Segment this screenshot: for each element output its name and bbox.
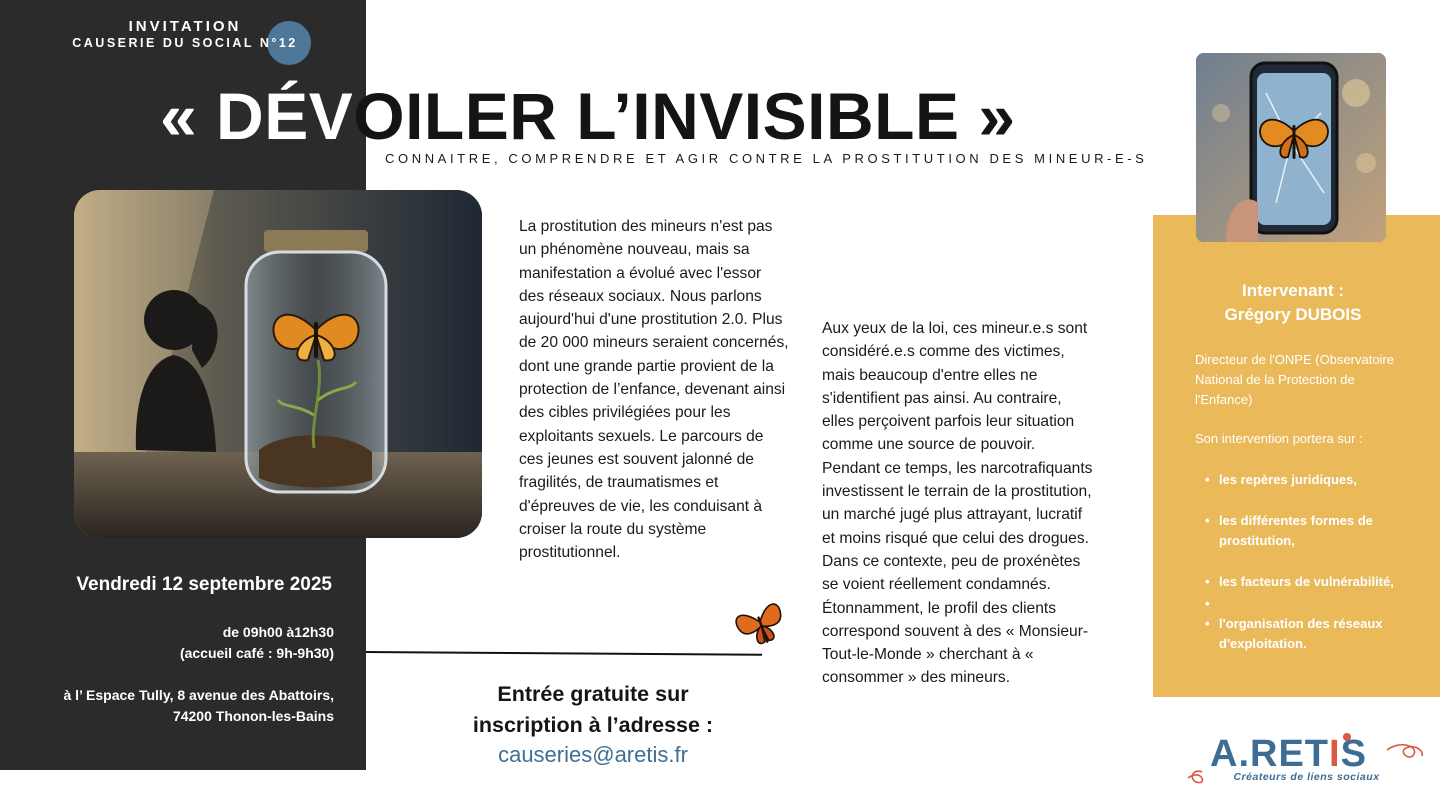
- event-date: Vendredi 12 septembre 2025: [76, 574, 332, 595]
- speaker-name: Grégory DUBOIS: [1224, 305, 1362, 324]
- registration-text: [440, 679, 746, 741]
- topic-item: [1195, 594, 1425, 614]
- invitation-header: [60, 18, 310, 50]
- logo-name-part3: S: [1340, 733, 1367, 775]
- butterfly-icon: [733, 596, 789, 654]
- main-title: [160, 78, 1030, 154]
- speaker-topics-list: [1195, 470, 1425, 654]
- jar-photo-illustration: [74, 190, 482, 538]
- event-welcome: (accueil café : 9h-9h30): [179, 645, 334, 661]
- event-time: de 09h00 à12h30: [222, 624, 334, 640]
- event-place-line2: 74200 Thonon-les-Bains: [172, 708, 334, 724]
- speaker-heading: [1153, 279, 1433, 327]
- topic-item: • les repères juridiques,: [1195, 470, 1425, 490]
- logo-name-part1: A.RET: [1210, 733, 1329, 775]
- phone-butterfly-photo: [1196, 53, 1386, 242]
- main-title-part2: OILER L’INVISIBLE »: [353, 79, 1016, 153]
- topic-item: • l'organisation des réseaux d'exploitation.: [1195, 614, 1425, 654]
- main-title-part1: « DÉV: [160, 79, 354, 153]
- phone-photo-illustration: [1196, 53, 1386, 242]
- paragraph-1: La prostitution des mineurs n'est pas un phénomène nouveau, mais sa manifestation a évolué avec l'essor des réseaux sociaux. Nous parlons aujourd'hui d'une prostitution 2.0. Plus de 20 000 mineurs seraient concernés, dont une grande partie provient de la protection de l’enfance, devenant ainsi des cibles privilégiées pour les exploitants sexuels. Le parcours de ces jeunes est souvent jalonné de fragilités, de traumatismes et d'épreuves de vie, les conduisant à croiser la route du système prostitutionnel.: [519, 218, 789, 562]
- subtitle: CONNAITRE, COMPRENDRE ET AGIR CONTRE LA PROSTITUTION DES MINEUR-E-S: [385, 151, 1148, 166]
- registration-line1: Entrée gratuite sur: [497, 682, 689, 706]
- topic-item: • les facteurs de vulnérabilité,: [1195, 572, 1425, 592]
- logo-tagline: Créateurs de liens sociaux: [1233, 771, 1380, 783]
- divider-line: [366, 651, 762, 656]
- event-place-block: [40, 685, 334, 727]
- speaker-intro: Son intervention portera sur :: [1195, 431, 1363, 446]
- logo-name-part2: I: [1329, 733, 1341, 775]
- series-label: CAUSERIE DU SOCIAL N°12: [72, 36, 298, 50]
- speaker-role: Directeur de l'ONPE (Observatoire National de la Protection de l'Enfance): [1195, 352, 1394, 407]
- jar-butterfly-photo: [74, 190, 482, 538]
- topic-item: • les différentes formes de prostitution,: [1195, 511, 1425, 551]
- invitation-label: INVITATION: [128, 18, 242, 35]
- paragraph-2: Aux yeux de la loi, ces mineur.e.s sont considéré.e.s comme des victimes, mais beaucoup d'entre elles ne s'identifient pas ainsi. Au contraire, elles perçoivent parfois leur situation comme une source de pouvoir. Pendant ce temps, les narcotrafiquants investissent le terrain de la prostitution, un marché jugé plus attrayant, lucratif et moins risqué que celui des drogues. Dans ce contexte, peu de proxénètes se voient réellement condamnés. Étonnamment, le profil des clients correspond souvent à des « Monsieur-Tout-le-Monde » cherchant à « consommer » des mineurs.: [822, 320, 1093, 687]
- event-time-block: [40, 622, 334, 664]
- registration-line2: inscription à l’adresse :: [472, 713, 714, 737]
- registration-email-link[interactable]: causeries@aretis.fr: [498, 742, 688, 767]
- event-place-line1: à l’ Espace Tully, 8 avenue des Abattoirs,: [63, 687, 334, 703]
- speaker-label: Intervenant :: [1241, 281, 1345, 300]
- aretis-logo: [1210, 733, 1367, 776]
